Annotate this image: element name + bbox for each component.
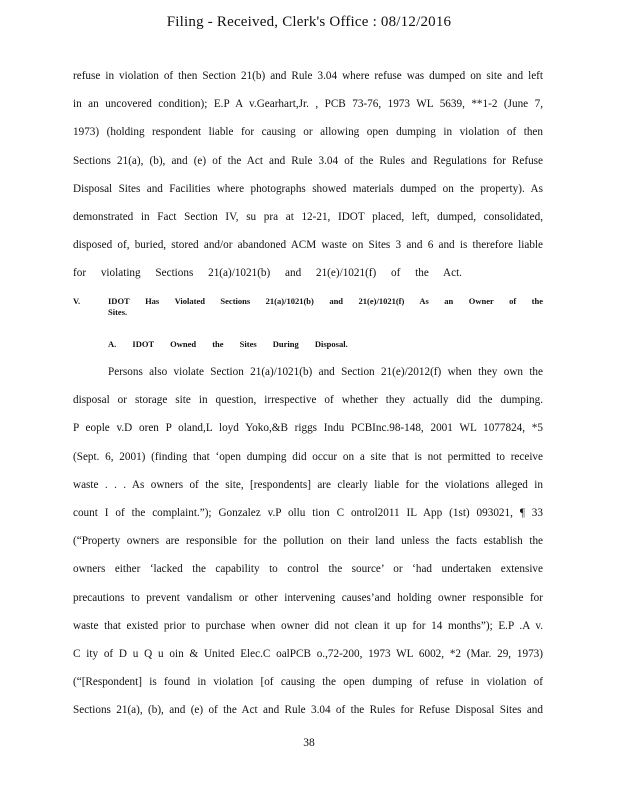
paragraph-1-line: demonstrated in Fact Section IV, su pra at 12-21, IDOT placed, left, dumped, consolidated, [73, 210, 543, 223]
paragraph-1-line: refuse in violation of then Section 21(b) and Rule 3.04 where refuse was dumped on site and left [73, 70, 543, 82]
paragraph-2 [73, 358, 543, 724]
paragraph-1-line: Disposal Sites and Facilities where photographs showed materials dumped on the property). As [73, 182, 543, 195]
paragraph-2-line: (“Property owners are responsible for the pollution on their land unless the facts establish the [73, 535, 543, 548]
paragraph-2-line: precautions to prevent vandalism or other intervening causes’and holding owner responsible for [73, 591, 543, 604]
paragraph-2-line: (Sept. 6, 2001) (finding that ‘open dumping did occur on a site that is not permitted to receive [73, 450, 543, 463]
paragraph-1-last-line: for violating Sections 21(a)/1021(b) and 21(e)/1021(f) of the Act. [73, 267, 462, 280]
paragraph-2-line: (“[Respondent] is found in violation [of causing the open dumping of refuse in violation of [73, 676, 543, 689]
filing-stamp-header: Filing - Received, Clerk's Office : 08/12/2016 [166, 14, 452, 30]
subsection-heading-a: A. IDOT Owned the Sites During Disposal. [108, 339, 348, 349]
paragraph-2-line: Sections 21(a), (b), and (e) of the Act and Rule 3.04 of the Rules for Refuse Disposal Sites and [73, 704, 543, 717]
paragraph-2-line: disposal or storage site in question, irrespective of whether they actually did the dumping. [73, 394, 543, 407]
section-heading-text-continued: Sites. [108, 307, 128, 317]
section-heading-text: IDOT Has Violated Sections 21(a)/1021(b) and 21(e)/1021(f) As an Owner of the [108, 296, 543, 306]
section-number: V. [73, 296, 81, 306]
paragraph-1-line: Sections 21(a), (b), and (e) of the Act and Rule 3.04 of the Rules and Regulations for Refuse [73, 154, 543, 167]
paragraph-1-line: disposed of, buried, stored and/or abandoned ACM waste on Sites 3 and 6 and is therefore liable [73, 239, 543, 252]
paragraph-2-line: waste . . . As owners of the site, [respondents] are clearly liable for the violations alleged in [73, 478, 543, 491]
paragraph-2-line: P eople v.D oren P oland,L loyd Yoko,&B riggs Indu PCBInc.98-148, 2001 WL 1077824, *5 [73, 422, 543, 435]
paragraph-1-line: 1973) (holding respondent liable for causing or allowing open dumping in violation of then [73, 126, 543, 139]
paragraph-2-first-line: Persons also violate Section 21(a)/1021(b) and Section 21(e)/2012(f) when they own the [108, 366, 543, 378]
paragraph-2-line: C ity of D u Q u oin & United Elec.C oalPCB o.,72-200, 1973 WL 6002, *2 (Mar. 29, 1973) [73, 647, 543, 660]
paragraph-1-line: in an uncovered condition); E.P A v.Gearhart,Jr. , PCB 73-76, 1973 WL 5639, **1-2 (June 7, [73, 98, 543, 111]
page-number: 38 [303, 737, 315, 749]
paragraph-2-line: waste that existed prior to purchase when owner did not clean it up for 14 months”); E.P .A v. [73, 619, 543, 632]
paragraph-1 [73, 62, 543, 288]
paragraph-2-line: count I of the complaint.”); Gonzalez v.P ollu tion C ontrol2011 IL App (1st) 093021, ¶ 33 [73, 506, 543, 519]
paragraph-2-line: owners either ‘lacked the capability to control the source’ or ‘had undertaken extensive [73, 563, 543, 576]
